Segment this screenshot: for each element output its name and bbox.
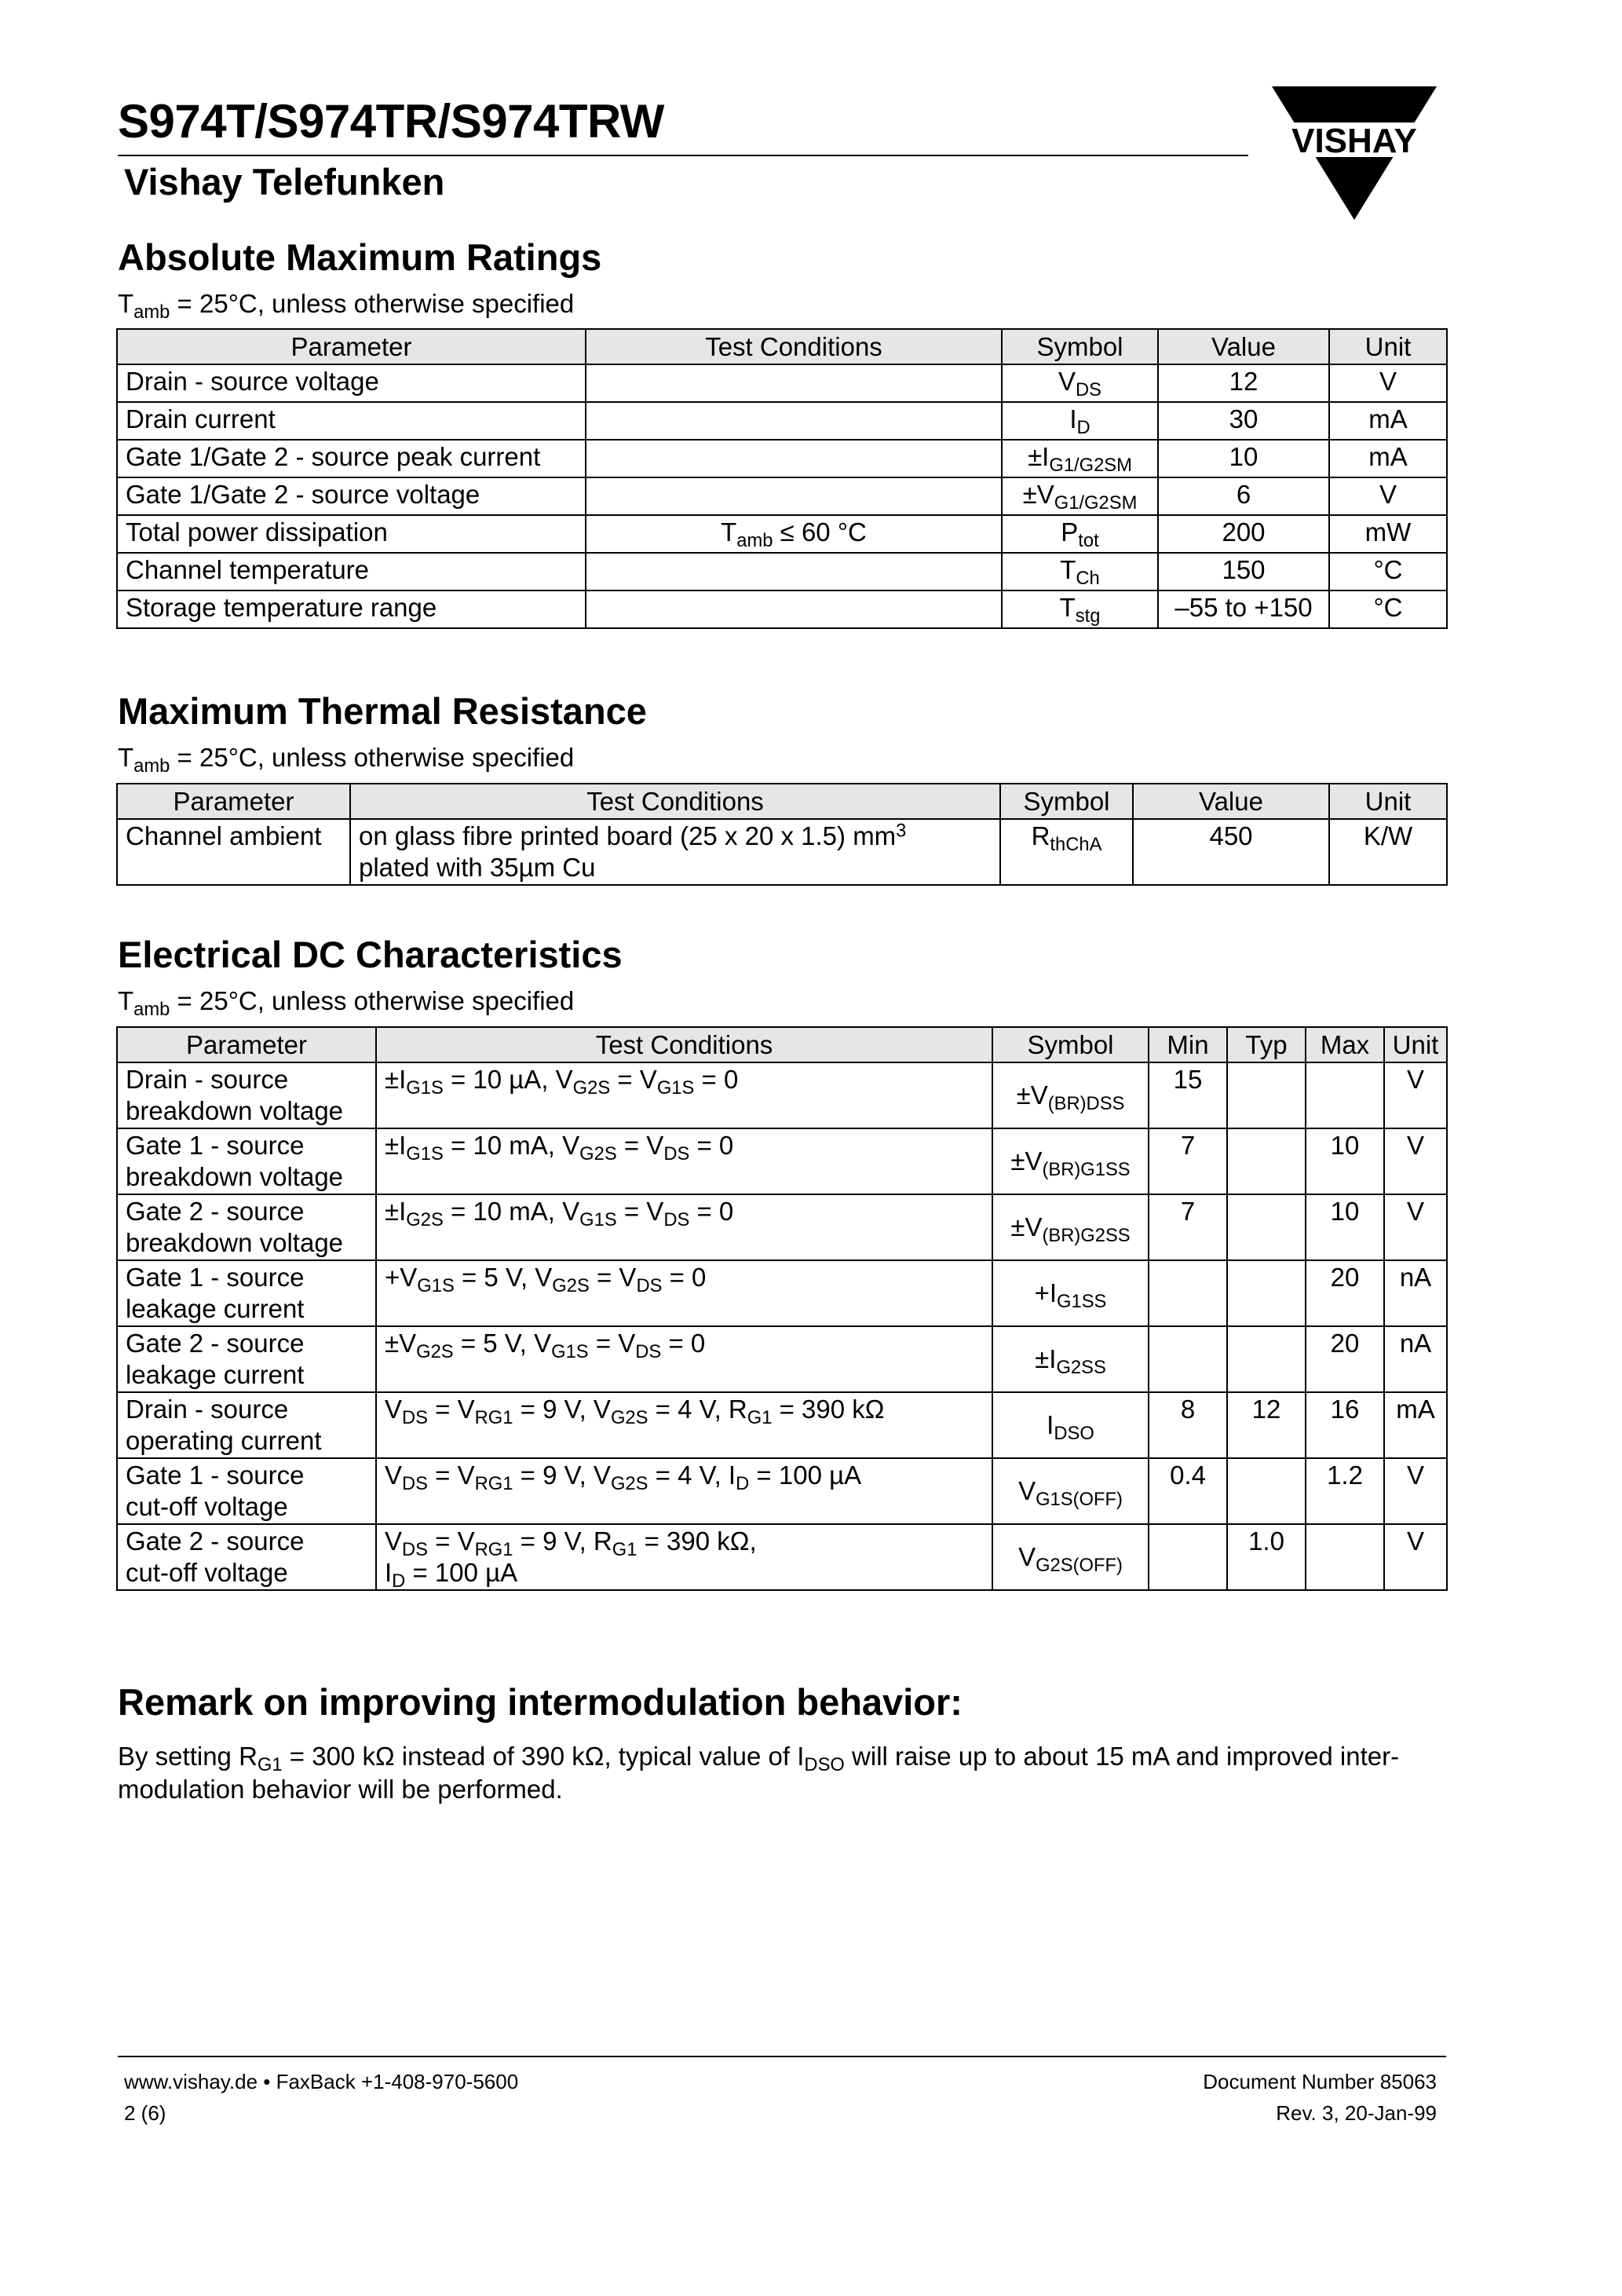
condition-dc: $T_{amb} = 25^\circ C$, unless otherwise specified (118, 986, 575, 1021)
header-parameter: Parameter (117, 329, 586, 364)
cell-parameter: Total power dissipation (117, 515, 586, 553)
cell-value: 150 (1158, 553, 1329, 590)
cell-value: 450 (1133, 819, 1329, 885)
cell-parameter: Gate 1/Gate 2 - source peak current (117, 440, 586, 477)
condition-abs-max: $T_{amb} = 25^\circ C$, unless otherwise specified (118, 289, 575, 324)
cell-min (1149, 1326, 1227, 1392)
cell-unit: V (1384, 1128, 1447, 1194)
cell-parameter: Gate 1 - source breakdown voltage (117, 1128, 376, 1194)
cell-parameter: Channel ambient (117, 819, 350, 885)
cell-condition: $\pm I_{G1S} = 10$ mA, $V_{G2S} = V_{DS} = 0$ (376, 1128, 992, 1194)
table-row (117, 402, 1447, 440)
cell-typ (1227, 1458, 1306, 1524)
cell-unit: V (1384, 1194, 1447, 1260)
cell-condition: $\pm I_{G1S} = 10$ µA, $V_{G2S} = V_{G1S} = 0$ (376, 1062, 992, 1128)
table-row (117, 553, 1447, 590)
table-row (117, 364, 1447, 402)
cell-symbol: $\pm I_{G2SS}$ (992, 1326, 1149, 1392)
table-row (117, 1260, 1447, 1326)
table-row (117, 440, 1447, 477)
cell-symbol: $V_{DS}$ (1002, 364, 1158, 402)
header-unit: Unit (1384, 1027, 1447, 1062)
cell-condition (586, 590, 1002, 628)
header-value: Value (1133, 784, 1329, 819)
header-max: Max (1306, 1027, 1384, 1062)
cell-condition: on glass fibre printed board (25 x 20 x 1.5) $mm^3$ plated with 35µm Cu (350, 819, 1000, 885)
header-test-conditions: Test Conditions (350, 784, 1000, 819)
cell-unit: nA (1384, 1260, 1447, 1326)
cell-max (1306, 1062, 1384, 1128)
header-parameter: Parameter (117, 1027, 376, 1062)
cell-unit: nA (1384, 1326, 1447, 1392)
table-row (117, 1392, 1447, 1458)
section-title-thermal: Maximum Thermal Resistance (118, 690, 647, 732)
table-row (117, 1458, 1447, 1524)
cell-parameter: Drain - source voltage (117, 364, 586, 402)
cell-condition (586, 553, 1002, 590)
table-row (117, 1128, 1447, 1194)
section-title-remark: Remark on improving intermodulation behavior: (118, 1681, 963, 1723)
cell-unit: °C (1329, 590, 1447, 628)
cell-parameter: Drain - source operating current (117, 1392, 376, 1458)
cell-symbol: $\pm V_{(BR)DSS}$ (992, 1062, 1149, 1128)
header-min: Min (1149, 1027, 1227, 1062)
cell-max: 16 (1306, 1392, 1384, 1458)
cell-min: 7 (1149, 1128, 1227, 1194)
header-unit: Unit (1329, 784, 1447, 819)
header-symbol: Symbol (1000, 784, 1133, 819)
cell-symbol: $+I_{G1SS}$ (992, 1260, 1149, 1326)
cell-parameter: Gate 2 - source leakage current (117, 1326, 376, 1392)
cell-parameter: Gate 1 - source leakage current (117, 1260, 376, 1326)
cell-symbol: $\pm I_{G1/G2SM}$ (1002, 440, 1158, 477)
cell-condition: $T_{amb} \le 60$ °C (586, 515, 1002, 553)
cell-parameter: Gate 2 - source breakdown voltage (117, 1194, 376, 1260)
cell-min: 8 (1149, 1392, 1227, 1458)
cell-unit: K/W (1329, 819, 1447, 885)
cell-typ: 1.0 (1227, 1524, 1306, 1590)
cell-typ (1227, 1194, 1306, 1260)
header-symbol: Symbol (992, 1027, 1149, 1062)
cell-min: 7 (1149, 1194, 1227, 1260)
remark-paragraph: By setting $R_{G1} = 300$ kΩ instead of 390 kΩ, typical value of $I_{DSO}$ will raise up to about 15 mA and improved inter-modulation behavior will be performed. (118, 1742, 1400, 1804)
cell-symbol: $V_{G2S(OFF)}$ (992, 1524, 1149, 1590)
table-header-row (117, 1027, 1447, 1062)
condition-thermal: $T_{amb} = 25^\circ C$, unless otherwise specified (118, 743, 575, 777)
cell-max: 20 (1306, 1326, 1384, 1392)
cell-unit: °C (1329, 553, 1447, 590)
cell-symbol: $I_{DSO}$ (992, 1392, 1149, 1458)
title-divider (118, 155, 1248, 156)
cell-parameter: Storage temperature range (117, 590, 586, 628)
cell-condition (586, 402, 1002, 440)
cell-symbol: $\pm V_{G1/G2SM}$ (1002, 477, 1158, 515)
cell-parameter: Gate 2 - source cut-off voltage (117, 1524, 376, 1590)
cell-typ (1227, 1062, 1306, 1128)
cell-condition (586, 364, 1002, 402)
footer-revision: Rev. 3, 20-Jan-99 (1276, 2101, 1437, 2125)
cell-parameter: Gate 1/Gate 2 - source voltage (117, 477, 586, 515)
cell-unit: mA (1329, 402, 1447, 440)
cell-condition: $\pm I_{G2S} = 10$ mA, $V_{G1S} = V_{DS} = 0$ (376, 1194, 992, 1260)
cell-unit: V (1384, 1062, 1447, 1128)
table-thermal (116, 783, 1448, 886)
cell-symbol: $\pm V_{(BR)G1SS}$ (992, 1128, 1149, 1194)
cell-parameter: Gate 1 - source cut-off voltage (117, 1458, 376, 1524)
cell-typ: 12 (1227, 1392, 1306, 1458)
cell-value: 10 (1158, 440, 1329, 477)
cell-condition: $V_{DS} = V_{RG1} = 9$ V, $R_{G1} = 390$ kΩ, $I_D = 100$ µA (376, 1524, 992, 1590)
table-row (117, 1326, 1447, 1392)
cell-parameter: Drain - source breakdown voltage (117, 1062, 376, 1128)
cell-condition (586, 440, 1002, 477)
cell-value: 30 (1158, 402, 1329, 440)
cell-symbol: $R_{thChA}$ (1000, 819, 1133, 885)
table-dc (116, 1026, 1448, 1591)
cell-condition: $V_{DS} = V_{RG1} = 9$ V, $V_{G2S} = 4$ V, $R_{G1} = 390$ kΩ (376, 1392, 992, 1458)
table-row (117, 590, 1447, 628)
logo-text: VISHAY (1291, 122, 1417, 160)
footer-page-number: 2 (6) (124, 2101, 166, 2125)
cell-min (1149, 1524, 1227, 1590)
cell-value: –55 to +150 (1158, 590, 1329, 628)
cell-max: 10 (1306, 1194, 1384, 1260)
table-row (117, 515, 1447, 553)
cell-symbol: $\pm V_{(BR)G2SS}$ (992, 1194, 1149, 1260)
cell-unit: V (1384, 1524, 1447, 1590)
header-symbol: Symbol (1002, 329, 1158, 364)
cell-parameter: Drain current (117, 402, 586, 440)
header-test-conditions: Test Conditions (376, 1027, 992, 1062)
cell-max: 20 (1306, 1260, 1384, 1326)
cell-unit: V (1329, 364, 1447, 402)
table-row (117, 819, 1447, 885)
cell-unit: V (1384, 1458, 1447, 1524)
table-row (117, 1524, 1447, 1590)
cell-condition: $+V_{G1S} = 5$ V, $V_{G2S} = V_{DS} = 0$ (376, 1260, 992, 1326)
cell-value: 12 (1158, 364, 1329, 402)
cell-value: 200 (1158, 515, 1329, 553)
cell-condition: $V_{DS} = V_{RG1} = 9$ V, $V_{G2S} = 4$ V, $I_D = 100$ µA (376, 1458, 992, 1524)
cell-max: 10 (1306, 1128, 1384, 1194)
cell-parameter: Channel temperature (117, 553, 586, 590)
cell-symbol: $T_{Ch}$ (1002, 553, 1158, 590)
header-parameter: Parameter (117, 784, 350, 819)
cell-symbol: $P_{tot}$ (1002, 515, 1158, 553)
cell-value: 6 (1158, 477, 1329, 515)
cell-min: 15 (1149, 1062, 1227, 1128)
table-row (117, 1062, 1447, 1128)
cell-condition: $\pm V_{G2S} = 5$ V, $V_{G1S} = V_{DS} = 0$ (376, 1326, 992, 1392)
cell-typ (1227, 1326, 1306, 1392)
header-value: Value (1158, 329, 1329, 364)
header-typ: Typ (1227, 1027, 1306, 1062)
footer-document-number: Document Number 85063 (1203, 2070, 1437, 2093)
section-title-abs-max: Absolute Maximum Ratings (118, 236, 602, 278)
table-row (117, 477, 1447, 515)
table-header-row (117, 784, 1447, 819)
cell-unit: mA (1384, 1392, 1447, 1458)
vishay-logo (1272, 85, 1437, 220)
cell-max (1306, 1524, 1384, 1590)
cell-unit: V (1329, 477, 1447, 515)
footer-divider (118, 2056, 1446, 2057)
header-test-conditions: Test Conditions (586, 329, 1002, 364)
cell-symbol: $I_D$ (1002, 402, 1158, 440)
cell-max: 1.2 (1306, 1458, 1384, 1524)
company-name: Vishay Telefunken (124, 161, 445, 203)
cell-typ (1227, 1128, 1306, 1194)
footer-contact: www.vishay.de • FaxBack +1-408-970-5600 (124, 2070, 519, 2093)
table-row (117, 1194, 1447, 1260)
table-header-row (117, 329, 1447, 364)
cell-min: 0.4 (1149, 1458, 1227, 1524)
document-title: S974T/S974TR/S974TRW (118, 95, 664, 148)
cell-typ (1227, 1260, 1306, 1326)
header-unit: Unit (1329, 329, 1447, 364)
table-abs-max (116, 328, 1448, 629)
cell-symbol: $T_{stg}$ (1002, 590, 1158, 628)
cell-unit: mW (1329, 515, 1447, 553)
section-title-dc: Electrical DC Characteristics (118, 934, 623, 975)
cell-symbol: $V_{G1S(OFF)}$ (992, 1458, 1149, 1524)
cell-min (1149, 1260, 1227, 1326)
cell-unit: mA (1329, 440, 1447, 477)
cell-condition (586, 477, 1002, 515)
